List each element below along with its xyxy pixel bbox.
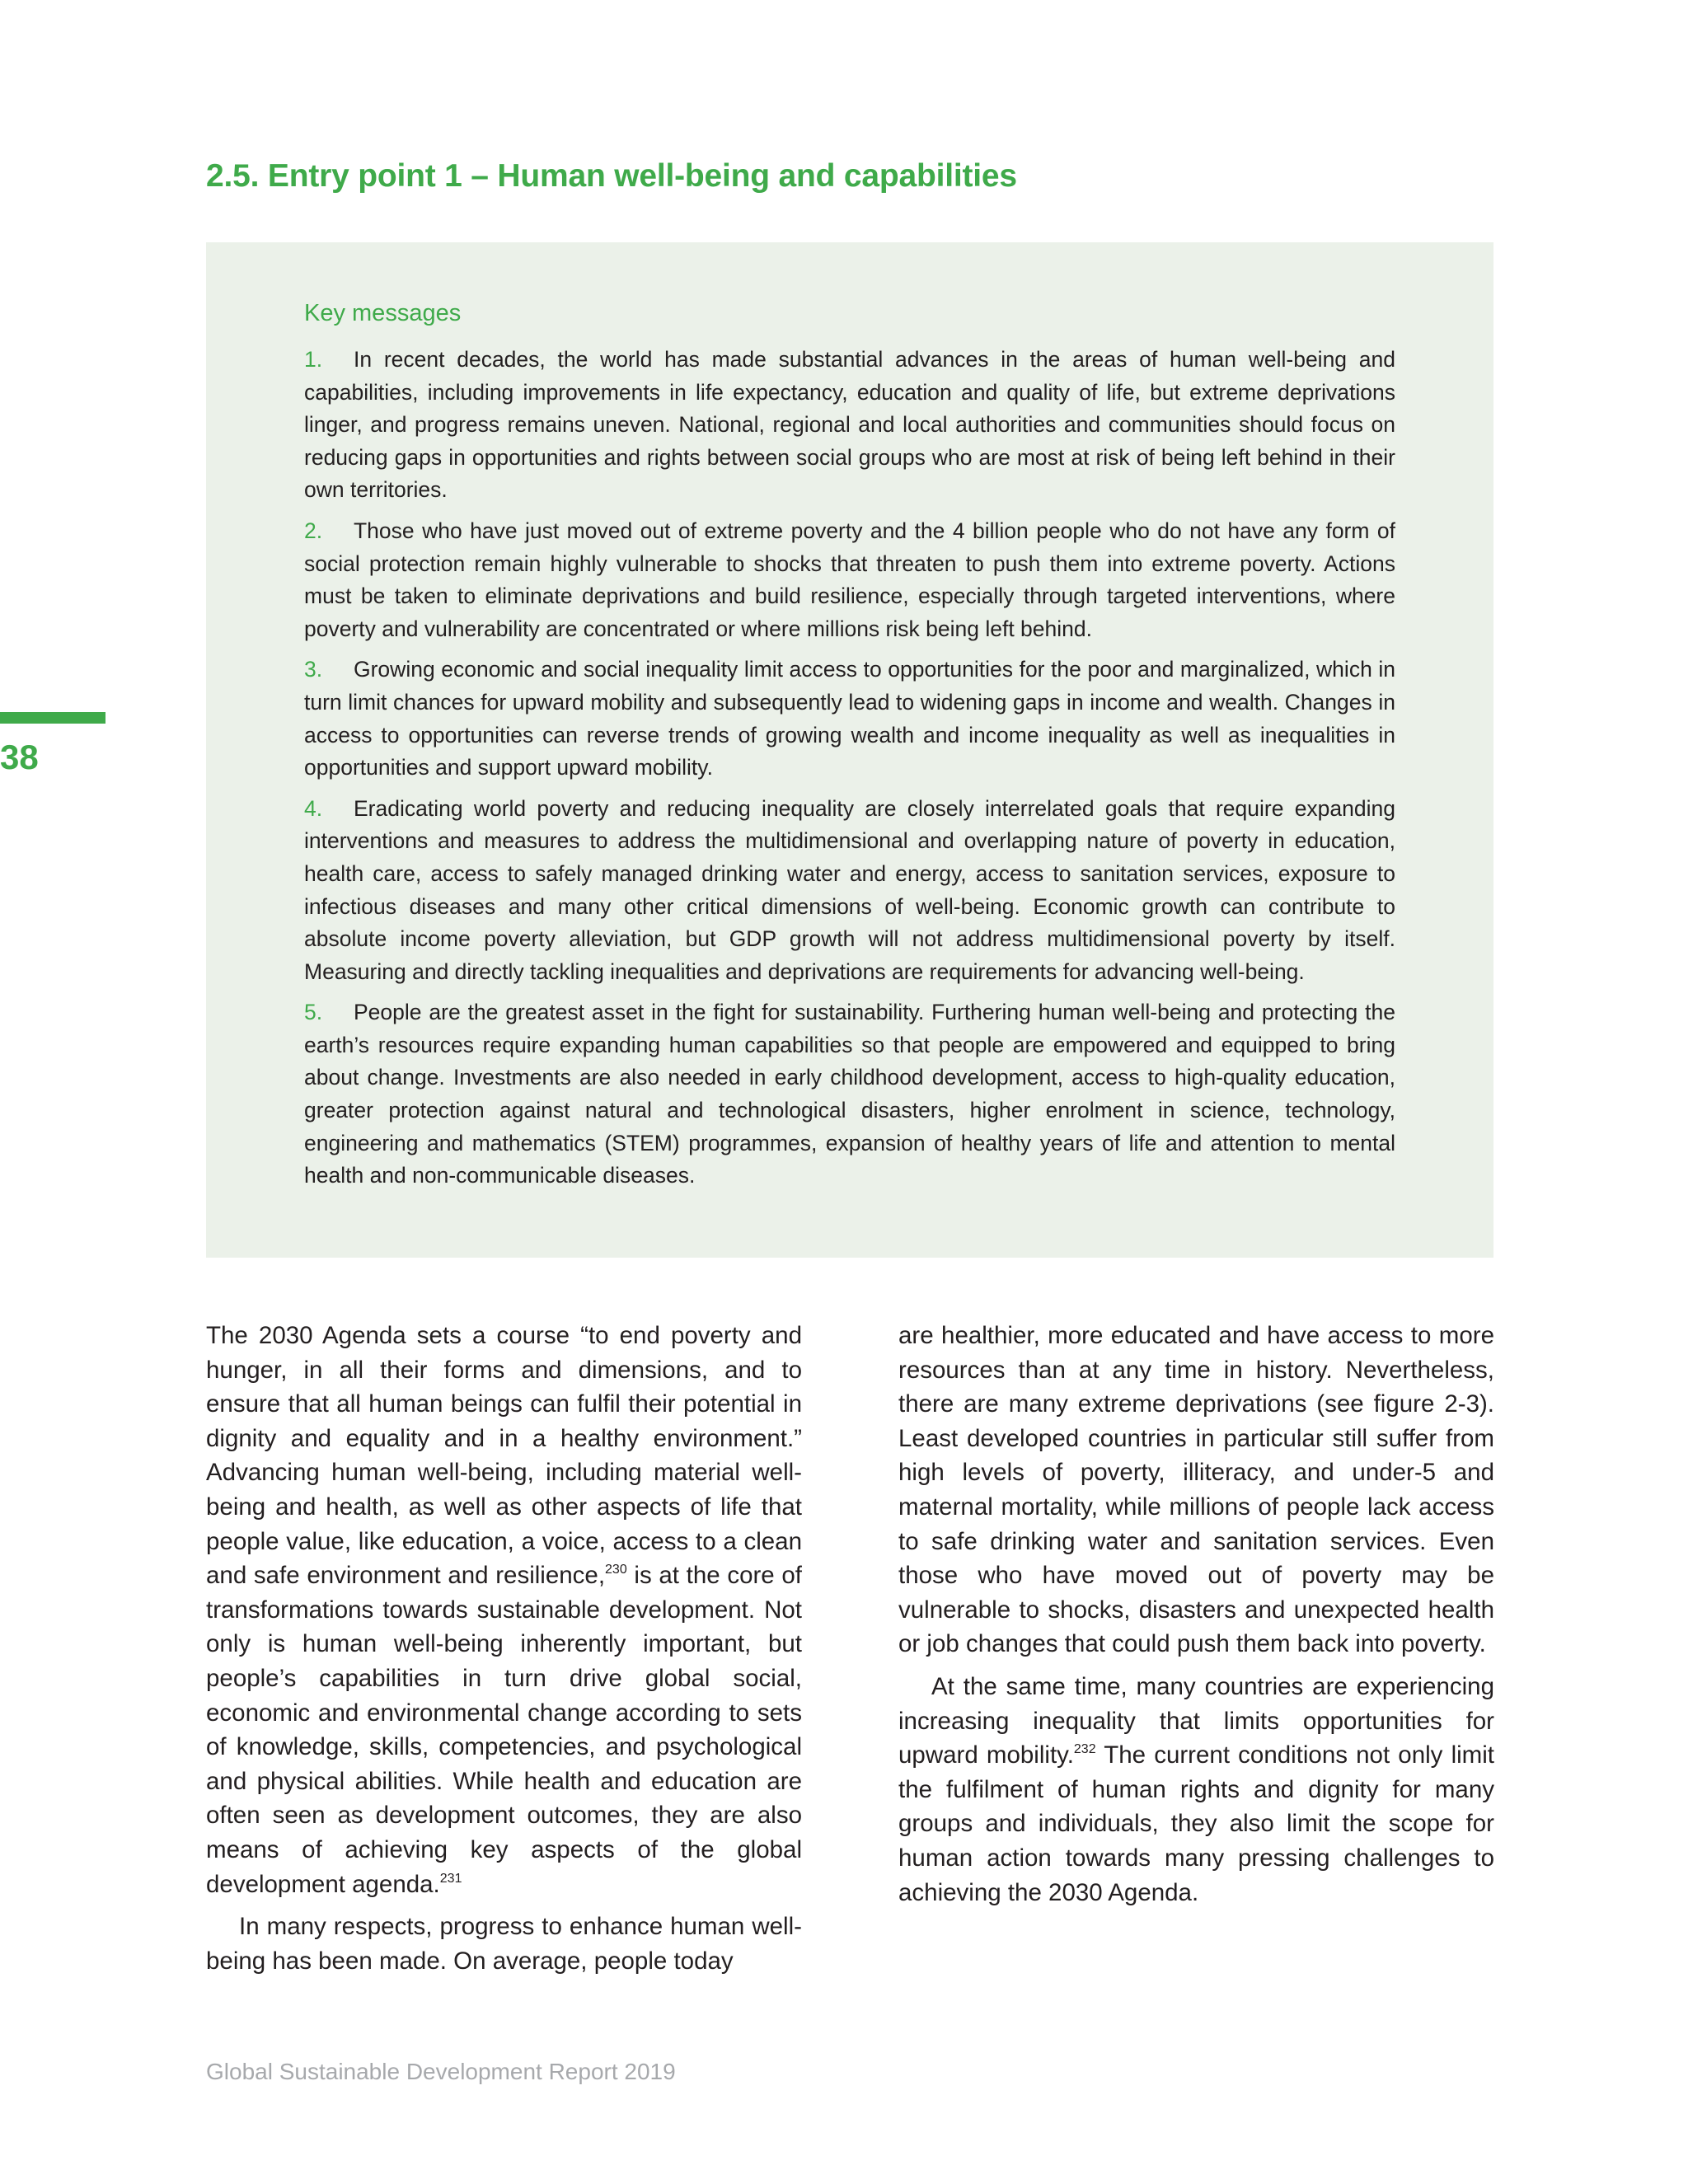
body-column-right <box>898 1319 1494 1918</box>
key-message-text: In recent decades, the world has made substantial advances in the areas of human well-being and capabilities, including improvements in life expectancy, education and quality of life, but extreme deprivations linger, and progress remains uneven. National, regional and local authorities and communities should focus on reducing gaps in opportunities and rights between social groups who are most at risk of being left behind in their own territories. <box>304 347 1395 503</box>
body-text: In many respects, progress to enhance human well-being has been made. On average, people today <box>206 1913 802 1975</box>
body-text: The 2030 Agenda sets a course “to end poverty and hunger, in all their forms and dimensions, and to ensure that all human beings can fulfil their potential in dignity and equality and in a healthy environment.” Advancing human well-being, including material well-being and health, as well as other aspects of life that people value, like education, a voice, access to a clean and safe environment and resilience, <box>206 1322 802 1590</box>
key-message-item <box>304 996 1395 1193</box>
key-message-number: 1. <box>304 347 323 372</box>
key-message-item <box>304 344 1395 507</box>
key-message-number: 4. <box>304 795 323 821</box>
page-marker-bar <box>0 712 106 724</box>
body-text: The current conditions not only limit the fulfilment of human rights and dignity for many groups and individuals, they also limit the scope for human action towards many pressing challenges to achieving the 2030 Agenda. <box>898 1741 1494 1906</box>
body-paragraph <box>206 1319 802 1901</box>
key-message-item <box>304 515 1395 645</box>
key-message-text: People are the greatest asset in the fight for sustainability. Furthering human well-being and protecting the earth’s resources require expanding human capabilities so that people are empowered and equipped to bring about change. Investments are also needed in early childhood development, access to high-quality education, greater protection against natural and technological disasters, higher enrolment in science, technology, engineering and mathematics (STEM) programmes, expansion of healthy years of life and attention to mental health and non-communicable diseases. <box>304 1000 1395 1188</box>
footnote-ref: 231 <box>439 1871 462 1886</box>
key-messages-box <box>206 242 1493 1258</box>
key-message-item <box>304 654 1395 784</box>
key-message-text: Those who have just moved out of extreme poverty and the 4 billion people who do not have any form of social protection remain highly vulnerable to shocks that threaten to push them into extreme poverty. Actions must be taken to eliminate deprivations and build resilience, especially through targeted interventions, where poverty and vulnerability are concentrated or where millions risk being left behind. <box>304 518 1395 641</box>
footer-report-title: Global Sustainable Development Report 2019 <box>206 2059 676 2084</box>
section-title: 2.5. Entry point 1 – Human well-being and capabilities <box>206 158 1017 194</box>
key-message-item <box>304 793 1395 989</box>
key-message-text: Eradicating world poverty and reducing inequality are closely interrelated goals that require expanding interventions and measures to address the multidimensional and overlapping nature of poverty in education, health care, access to safely managed drinking water and energy, access to sanitation services, exposure to infectious diseases and many other critical dimensions of well-being. Economic growth can contribute to absolute income poverty alleviation, but GDP growth will not address multidimensional poverty by itself. Measuring and directly tackling inequalities and deprivations are requirements for advancing well-being. <box>304 795 1395 984</box>
body-paragraph <box>898 1319 1494 1661</box>
body-text: is at the core of transformations towards sustainable development. Not only is human well-being inherently important, but people’s capabilities in turn drive global social, economic and environmental change according to sets of knowledge, skills, competencies, and psychological and physical abilities. While health and education are often seen as development outcomes, they are also means of achieving key aspects of the global development agenda. <box>206 1562 802 1898</box>
body-paragraph <box>206 1910 802 1978</box>
key-message-text: Growing economic and social inequality limit access to opportunities for the poor and marginalized, which in turn limit chances for upward mobility and subsequently lead to widening gaps in income and wealth. Changes in access to opportunities can reverse trends of growing wealth and income inequality as well as inequalities in opportunities and support upward mobility. <box>304 657 1395 780</box>
body-text: At the same time, many countries are experiencing increasing inequality that limits opportunities for upward mobility. <box>898 1672 1494 1769</box>
page-number: 38 <box>0 738 39 776</box>
key-messages-heading: Key messages <box>304 300 462 326</box>
key-message-number: 5. <box>304 1000 323 1025</box>
key-message-number: 2. <box>304 518 323 543</box>
body-text: are healthier, more educated and have access to more resources than at any time in history. Nevertheless, there are many extreme deprivations (see figure 2-3). Least developed countries in particular still suffer from high levels of poverty, illiteracy, and under-5 and maternal mortality, while millions of people lack access to safe drinking water and sanitation services. Even those who have moved out of poverty may be vulnerable to shocks, disasters and unexpected health or job changes that could push them back into poverty. <box>898 1322 1494 1658</box>
body-paragraph <box>898 1670 1494 1910</box>
key-message-number: 3. <box>304 657 323 682</box>
footnote-ref: 230 <box>605 1563 627 1577</box>
footnote-ref: 232 <box>1073 1742 1096 1757</box>
body-column-left <box>206 1319 802 1986</box>
